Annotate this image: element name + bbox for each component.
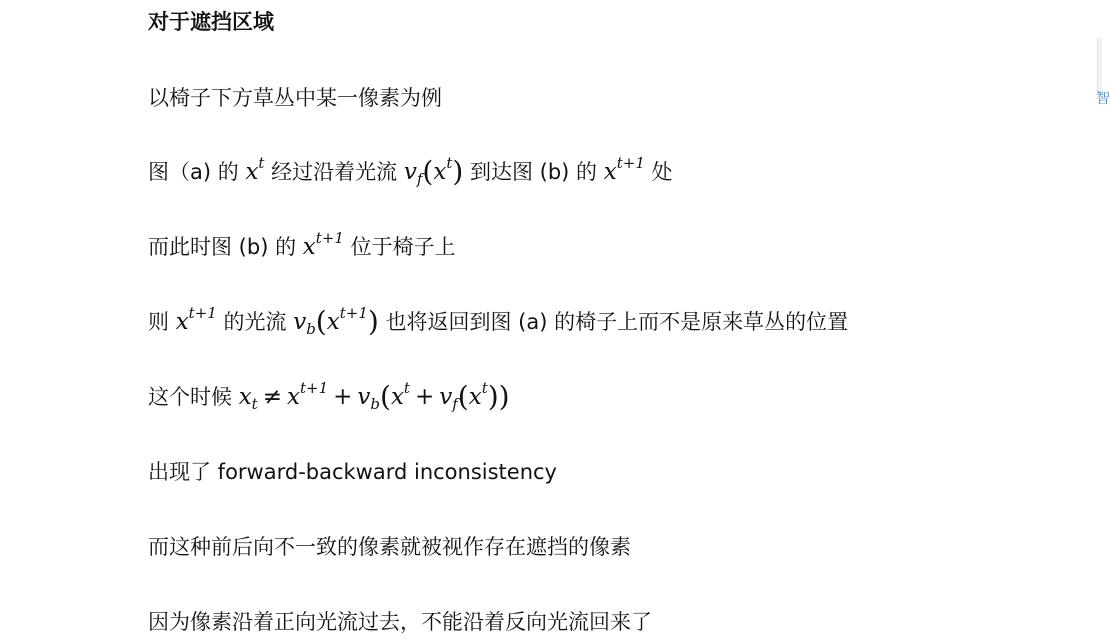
paragraph-8: 因为像素沿着正向光流过去，不能沿着反向光流回来了 [148,610,652,634]
paragraph-4-text-3: 也将返回到图 (a) 的椅子上而不是原来草丛的位置 [385,310,849,334]
paragraph-4-text-2: 的光流 [223,310,287,334]
formula-x-t-plus-1: $x^{t+1}$ [302,229,344,260]
paragraph-3-text-1: 而此时图 (b) 的 [148,235,297,259]
paragraph-2-text-4: 处 [651,160,673,184]
formula-vb-xt1: $v_b(x^{t+1})$ [293,304,379,338]
formula-vf-xt: $v_f(x^t)$ [403,154,464,188]
formula-x-t-plus-1: $x^{t+1}$ [175,304,217,335]
paragraph-2 [148,154,673,188]
paragraph-6: 出现了 forward-backward inconsistency [148,460,557,484]
side-panel-edge[interactable] [1097,38,1102,94]
paragraph-4 [148,304,849,338]
paragraph-3 [148,229,456,262]
paragraph-4-text-1: 则 [148,310,169,334]
paragraph-2-text-3: 到达图 (b) 的 [469,160,598,184]
formula-x-t: $x^t$ [245,154,265,185]
paragraph-7: 而这种前后向不一致的像素就被视作存在遮挡的像素 [148,535,631,559]
paragraph-5 [148,379,510,413]
paragraph-5-text-1: 这个时候 [148,385,232,409]
paragraph-2-text-2: 经过沿着光流 [271,160,398,184]
paragraph-3-text-2: 位于椅子上 [350,235,456,259]
paragraph-2-text-1: 图（a) 的 [148,160,239,184]
formula-x-t-plus-1: $x^{t+1}$ [603,154,645,185]
section-heading: 对于遮挡区域 [148,10,274,34]
paragraph-1: 以椅子下方草丛中某一像素为例 [148,86,442,110]
formula-consistency-check: $x_t \ne x^{t+1} + v_b(x^t + v_f(x^t))$ [238,379,510,413]
side-panel-label[interactable]: 智 [1096,91,1110,107]
